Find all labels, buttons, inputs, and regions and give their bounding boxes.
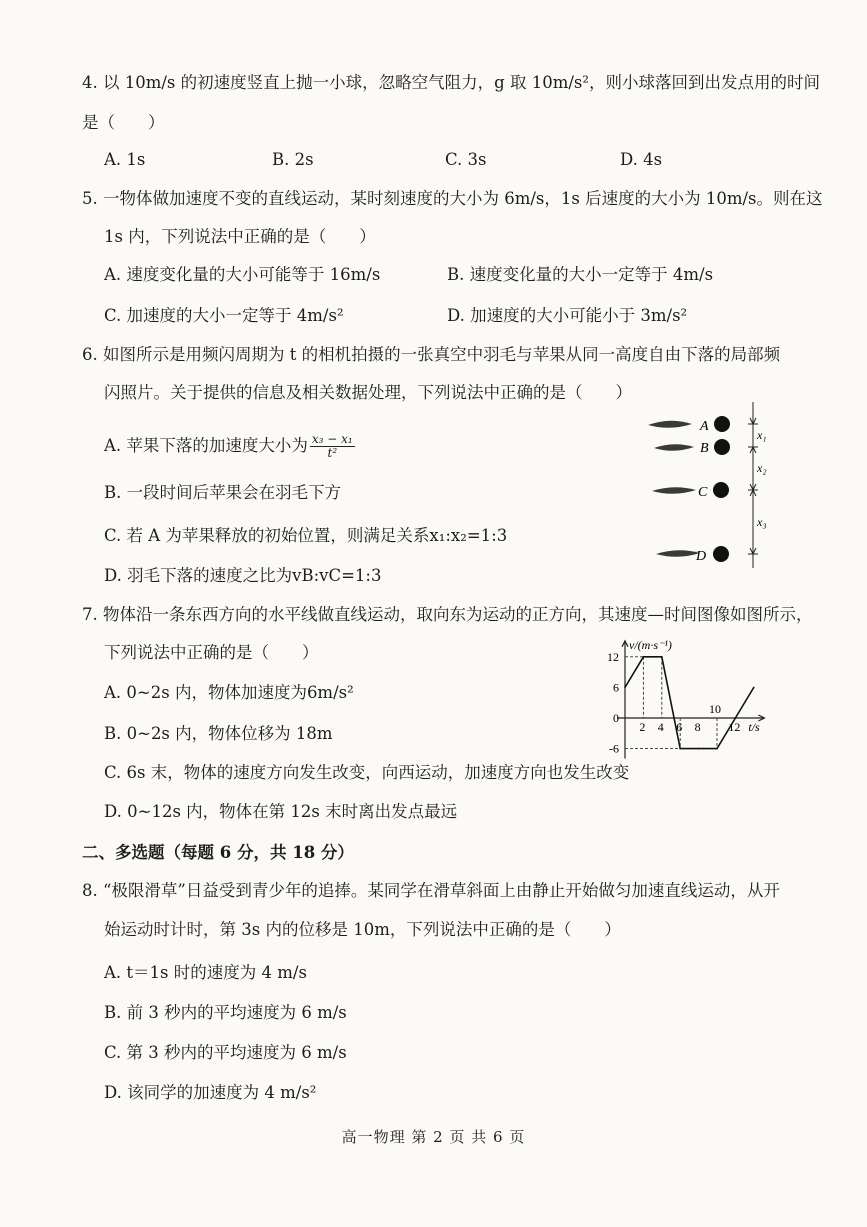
data-point-4	[698, 748, 700, 750]
q4-stem-line2: 是（ ）	[82, 113, 165, 132]
data-point-0	[624, 687, 626, 689]
dim-label-x1: x₁	[757, 428, 767, 442]
q5-stem-line1: 5. 一物体做加速度不变的直线运动，某时刻速度的大小为 6m/s，1s 后速度的大小为 10m/s。则在这	[82, 189, 823, 208]
page-footer: 高一物理 第 2 页 共 6 页	[341, 1128, 526, 1146]
q8-option-d: D. 该同学的加速度为 4 m/s²	[104, 1083, 317, 1102]
q7-option-b: B. 0~2s 内，物体位移为 18m	[104, 724, 333, 743]
x-tick-label-8: 8	[694, 720, 701, 734]
point-label-d: D	[696, 549, 707, 564]
point-label-b: B	[700, 441, 709, 456]
q6-stem-line1: 6. 如图所示是用频闪周期为 t 的相机拍摄的一张真空中羽毛与苹果从同一高度自由下落的局部频	[82, 345, 781, 364]
x-tick-label-2: 2	[639, 720, 646, 734]
q5-stem-line2: 1s 内，下列说法中正确的是（ ）	[104, 227, 376, 246]
dim-label-x3: x₃	[757, 515, 767, 529]
q7-stem-line2: 下列说法中正确的是（ ）	[104, 643, 319, 662]
q7-stem-line1: 7. 物体沿一条东西方向的水平线做直线运动，取向东为运动的正方向，其速度—时间图像如图所示，	[82, 605, 813, 624]
x-tick-label-12: 12	[728, 720, 741, 734]
dim-label-x2: x₂	[757, 461, 767, 475]
q6-option-a-fraction	[310, 433, 355, 460]
q8-stem-line2: 始运动时计时，第 3s 内的位移是 10m，下列说法中正确的是（ ）	[104, 920, 621, 939]
feather-icon	[648, 421, 700, 557]
velocity-series-line	[625, 657, 754, 749]
y-tick-labels	[607, 650, 619, 756]
y-tick-label-12: 12	[607, 649, 619, 664]
y-tick-label-6: 6	[613, 680, 619, 695]
q8-option-b: B. 前 3 秒内的平均速度为 6 m/s	[104, 1003, 347, 1022]
point-label-c: C	[698, 485, 708, 500]
data-point-2	[661, 656, 663, 658]
q7-option-c: C. 6s 末，物体的速度方向发生改变，向西运动，加速度方向也发生改变	[104, 763, 630, 782]
q4-option-b: B. 2s	[272, 150, 314, 169]
q6-fraction-numerator: x₃ − x₁	[311, 432, 353, 446]
data-point-5	[716, 748, 718, 750]
q4-option-c: C. 3s	[445, 150, 487, 169]
point-label-a: A	[700, 419, 709, 434]
q4-stem-line1: 4. 以 10m/s 的初速度竖直上抛一小球，忽略空气阻力，g 取 10m/s²，则小球落回到出发点用的时间	[82, 73, 820, 92]
chart-axes	[617, 641, 764, 759]
q8-option-c: C. 第 3 秒内的平均速度为 6 m/s	[104, 1043, 347, 1062]
q6-option-d: D. 羽毛下落的速度之比为vB:vC=1:3	[104, 566, 382, 585]
q5-option-c: C. 加速度的大小一定等于 4m/s²	[104, 306, 344, 325]
q6-option-a	[104, 433, 357, 460]
data-point-1	[643, 656, 645, 658]
data-point-6	[735, 717, 737, 719]
y-axis-label: v/(m·s⁻¹)	[629, 637, 672, 652]
q7-option-d: D. 0~12s 内，物体在第 12s 末时离出发点最远	[104, 802, 458, 821]
q7-option-a: A. 0~2s 内，物体加速度为6m/s²	[104, 683, 354, 702]
data-point-3	[679, 748, 681, 750]
strobe-photo-figure	[640, 400, 770, 580]
q5-option-b: B. 速度变化量的大小一定等于 4m/s	[447, 265, 714, 284]
q8-stem-line1: 8. “极限滑草”日益受到青少年的追捧。某同学在滑草斜面上由静止开始做匀加速直线运动，从开	[82, 881, 780, 900]
q4-option-d: D. 4s	[620, 150, 663, 169]
y-tick-label-neg6: -6	[609, 741, 619, 756]
velocity-time-chart	[585, 630, 795, 770]
q6-option-b: B. 一段时间后苹果会在羽毛下方	[104, 483, 342, 502]
q5-option-a: A. 速度变化量的大小可能等于 16m/s	[104, 265, 381, 284]
dimension-lines	[748, 402, 758, 568]
x-tick-label-6: 6	[676, 720, 683, 734]
q5-option-d: D. 加速度的大小可能小于 3m/s²	[447, 306, 688, 325]
x-tick-label-10: 10	[709, 702, 721, 716]
q6-stem-line2: 闪照片。关于提供的信息及相关数据处理，下列说法中正确的是（ ）	[104, 383, 632, 402]
q6-fraction-denominator: t²	[327, 446, 338, 460]
data-point-7	[753, 687, 755, 689]
q6-option-a-prefix: A. 苹果下落的加速度大小为	[104, 436, 308, 455]
section-title-multiple-choice: 二、多选题（每题 6 分，共 18 分）	[82, 843, 354, 862]
q8-option-a: A. t＝1s 时的速度为 4 m/s	[104, 963, 307, 982]
q6-option-c: C. 若 A 为苹果释放的初始位置，则满足关系x₁:x₂=1:3	[104, 526, 508, 545]
x-tick-label-4: 4	[657, 720, 664, 734]
y-tick-label-0: 0	[613, 711, 619, 725]
q4-option-a: A. 1s	[104, 150, 146, 169]
x-axis-label: t/s	[748, 720, 760, 734]
apple-icon	[713, 416, 730, 562]
